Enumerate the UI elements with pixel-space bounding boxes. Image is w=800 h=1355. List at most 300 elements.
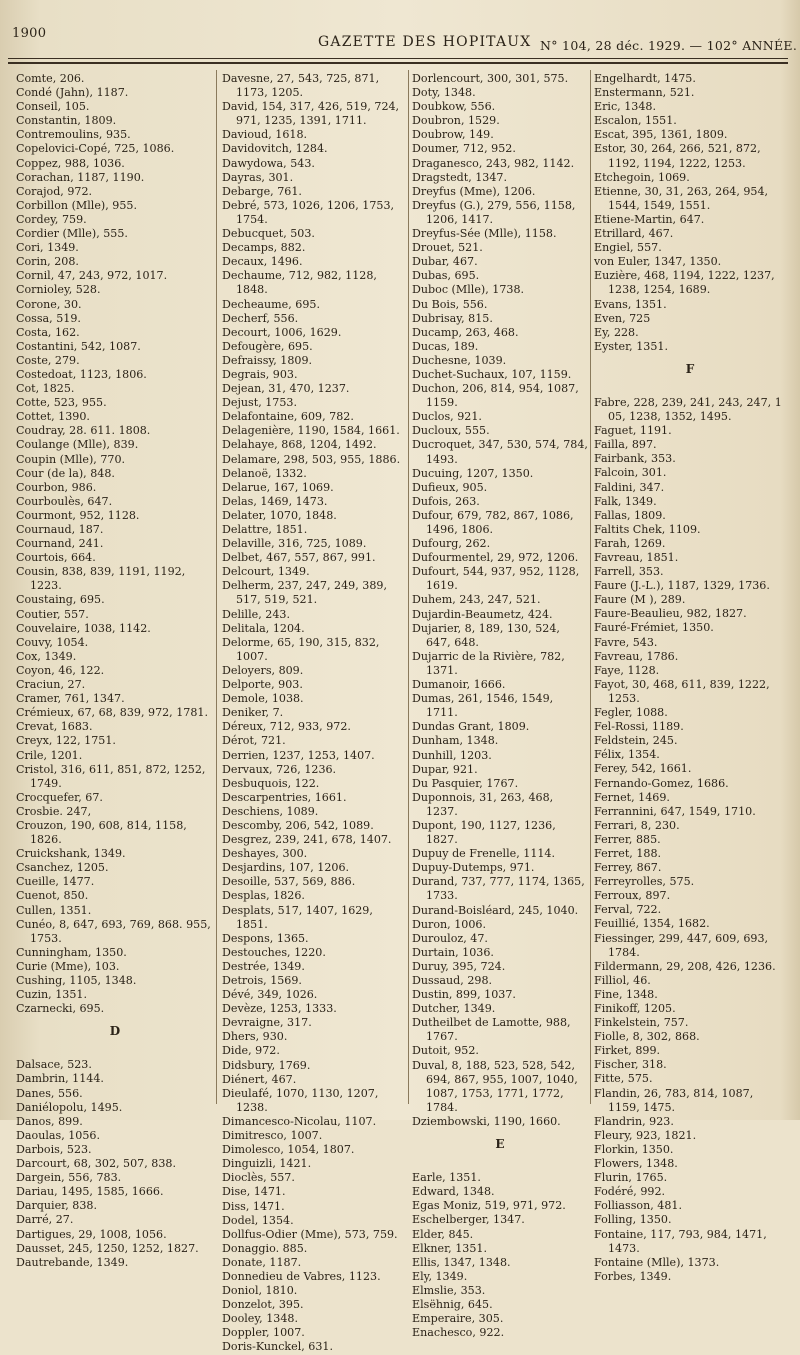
index-entry: Finkelstein, 757.	[594, 1016, 689, 1030]
index-entry: Courtois, 664.	[16, 551, 96, 565]
index-entry: Elder, 845.	[412, 1227, 474, 1241]
index-entry: Evans, 1351.	[594, 297, 667, 311]
index-entry: Elmslie, 353.	[412, 1283, 486, 1297]
index-entry: Cueille, 1477.	[16, 875, 95, 889]
index-entry: Fontaine, 117, 793, 984, 1471, 1473.	[594, 1227, 767, 1255]
index-entry: Ducloux, 555.	[412, 424, 490, 438]
index-entry: Dollfus-Odier (Mme), 573, 759.	[222, 1227, 398, 1241]
index-entry: Firket, 899.	[594, 1044, 661, 1058]
index-entry: Dargein, 556, 783.	[16, 1171, 122, 1185]
index-entry: Even, 725	[594, 311, 651, 325]
index-entry: Ferrannini, 647, 1549, 1710.	[594, 804, 756, 818]
index-entry: Dubar, 467.	[412, 255, 478, 269]
index-entry: Dubas, 695.	[412, 269, 480, 283]
index-entry: Doumer, 712, 952.	[412, 142, 516, 156]
index-entry: Defraissy, 1809.	[222, 353, 313, 367]
index-entry: Fischer, 318.	[594, 1058, 667, 1072]
index-entry: Condé (Jahn), 1187.	[16, 86, 129, 100]
index-entry: Déreux, 712, 933, 972.	[222, 720, 351, 734]
index-entry: Decaux, 1496.	[222, 255, 303, 269]
index-entry: Du Pasquier, 1767.	[412, 776, 519, 790]
index-entry: Dufourt, 544, 937, 952, 1128, 1619.	[412, 565, 580, 593]
index-entry: Ey, 228.	[594, 325, 639, 339]
index-entry: Delaville, 316, 725, 1089.	[222, 537, 367, 551]
index-entry: Dejust, 1753.	[222, 396, 298, 410]
index-entry: Doubrow, 149.	[412, 128, 494, 142]
index-entry: Cristol, 316, 611, 851, 872, 1252, 1749.	[16, 762, 206, 790]
index-entry: Deniker, 7.	[222, 706, 284, 720]
column-divider	[408, 70, 409, 1104]
index-entry: Eric, 1348.	[594, 100, 656, 114]
index-entry: Cotte, 523, 955.	[16, 396, 107, 410]
index-entry: Duponnois, 31, 263, 468, 1237.	[412, 790, 554, 818]
index-entry: Dise, 1471.	[222, 1185, 286, 1199]
index-entry: Delitala, 1204.	[222, 621, 305, 635]
index-entry: Duboc (Mlle), 1738.	[412, 283, 525, 297]
index-entry: Decherf, 556.	[222, 311, 299, 325]
index-entry: Despons, 1365.	[222, 931, 309, 945]
section-letter: D	[109, 1024, 121, 1039]
index-entry: Cossa, 519.	[16, 311, 81, 325]
index-entry: Dérot, 721.	[222, 734, 286, 748]
index-entry: Couvy, 1054.	[16, 635, 89, 649]
index-entry: Davesne, 27, 543, 725, 871, 1173, 1205.	[222, 72, 380, 100]
index-entry: Fiolle, 8, 302, 868.	[594, 1030, 700, 1044]
index-entry: Cordey, 759.	[16, 212, 87, 226]
index-entry: Demole, 1038.	[222, 692, 304, 706]
index-entry: Courbon, 986.	[16, 480, 97, 494]
index-entry: Cornioley, 528.	[16, 283, 101, 297]
index-entry: Desoille, 537, 569, 886.	[222, 875, 356, 889]
index-entry: Draganesco, 243, 982, 1142.	[412, 156, 575, 170]
index-entry: Corachan, 1187, 1190.	[16, 170, 145, 184]
index-entry: Detrois, 1569.	[222, 974, 302, 987]
index-entry: Filliol, 46.	[594, 973, 651, 987]
index-entry: Fitte, 575.	[594, 1072, 653, 1086]
gazette-title: GAZETTE DES HOPITAUX	[318, 34, 532, 50]
index-entry: Edward, 1348.	[412, 1185, 495, 1199]
index-entry: Dautrebande, 1349.	[16, 1255, 129, 1269]
index-entry: Dausset, 245, 1250, 1252, 1827.	[16, 1241, 199, 1255]
spacer	[594, 386, 786, 396]
index-entry: Ducamp, 263, 468.	[412, 325, 519, 339]
index-entry: Cuzin, 1351.	[16, 988, 87, 1002]
index-entry: Debré, 573, 1026, 1206, 1753, 1754.	[222, 198, 395, 226]
index-entry: Duval, 8, 188, 523, 528, 542, 694, 867, 955, 1007, 1040, 1087, 1753, 1771, 1772, 1784.	[412, 1058, 578, 1114]
index-entry: Crocquefer, 67.	[16, 790, 103, 804]
index-entry: Corajod, 972.	[16, 184, 93, 198]
column-divider	[590, 70, 591, 1104]
index-entry: Fayot, 30, 468, 611, 839, 1222, 1253.	[594, 677, 770, 705]
index-entry: Dide, 972.	[222, 1044, 280, 1058]
index-entry: Dévé, 349, 1026.	[222, 988, 318, 1002]
index-column-4	[594, 72, 786, 1284]
index-entry: Donate, 1187.	[222, 1255, 302, 1269]
index-entry: Couvelaire, 1038, 1142.	[16, 621, 151, 635]
index-entry: Ferval, 722.	[594, 903, 662, 917]
index-entry: Daniélopolu, 1495.	[16, 1100, 123, 1114]
index-entry: Dupuy-Dutemps, 971.	[412, 861, 535, 875]
index-entry: Desjardins, 107, 1206.	[222, 861, 350, 875]
index-entry: Dunham, 1348.	[412, 734, 499, 748]
index-entry: Duruy, 395, 724.	[412, 959, 506, 973]
index-entry: Dufour, 679, 782, 867, 1086, 1496, 1806.	[412, 508, 574, 536]
index-entry: Favreau, 1786.	[594, 649, 679, 663]
index-entry: Falk, 1349.	[594, 494, 657, 508]
index-entry: Dambrin, 1144.	[16, 1072, 104, 1086]
index-entry: Florkin, 1350.	[594, 1142, 674, 1156]
index-entry: Delafontaine, 609, 782.	[222, 410, 354, 424]
index-entry: Dundas Grant, 1809.	[412, 720, 530, 734]
index-entry: Durand, 737, 777, 1174, 1365, 1733.	[412, 875, 585, 903]
header-rule-thick	[8, 62, 788, 64]
header-rule	[8, 58, 788, 59]
index-entry: von Euler, 1347, 1350.	[594, 255, 722, 269]
section-letter: E	[495, 1137, 505, 1152]
index-entry: Fodéré, 992.	[594, 1185, 666, 1199]
index-entry: Dziembowski, 1190, 1660.	[412, 1114, 561, 1128]
index-entry: Costantini, 542, 1087.	[16, 339, 141, 353]
index-entry: Dupar, 921.	[412, 762, 478, 776]
index-entry: Defougère, 695.	[222, 339, 313, 353]
index-entry: Delamare, 298, 503, 955, 1886.	[222, 452, 401, 466]
index-entry: Du Bois, 556.	[412, 297, 488, 311]
index-entry: Delas, 1469, 1473.	[222, 494, 328, 508]
index-entry: Coutier, 557.	[16, 607, 89, 621]
index-entry: Dujarier, 8, 189, 130, 524, 647, 648.	[412, 621, 560, 649]
index-entry: Crevat, 1683.	[16, 720, 93, 734]
index-entry: Devraigne, 317.	[222, 1016, 312, 1030]
index-entry: Degrais, 903.	[222, 367, 298, 381]
index-entry: Enachesco, 922.	[412, 1326, 505, 1340]
index-entry: Fiessinger, 299, 447, 609, 693, 1784.	[594, 931, 769, 959]
index-entry: Destouches, 1220.	[222, 945, 326, 959]
index-entry: Cour (de la), 848.	[16, 466, 115, 480]
index-entry: Delagenière, 1190, 1584, 1661.	[222, 424, 400, 438]
index-entry: Dalsace, 523.	[16, 1058, 92, 1072]
index-entry: Ellis, 1347, 1348.	[412, 1255, 511, 1269]
index-entry: Cori, 1349.	[16, 241, 79, 255]
index-entry: Cruickshank, 1349.	[16, 847, 126, 861]
index-entry: Delater, 1070, 1848.	[222, 508, 337, 522]
index-entry: Devèze, 1253, 1333.	[222, 1002, 337, 1016]
index-entry: Etchegoin, 1069.	[594, 170, 690, 184]
index-entry: Debucquet, 503.	[222, 227, 315, 241]
index-entry: Cordier (Mlle), 555.	[16, 227, 128, 241]
index-entry: Fildermann, 29, 208, 426, 1236.	[594, 959, 776, 973]
index-entry: Dartigues, 29, 1008, 1056.	[16, 1227, 167, 1241]
index-entry: Deshayes, 300.	[222, 847, 308, 861]
index-entry: Ferrari, 8, 230.	[594, 818, 680, 832]
index-entry: Dutheilbet de Lamotte, 988, 1767.	[412, 1016, 571, 1044]
index-entry: Dorlencourt, 300, 301, 575.	[412, 72, 569, 85]
index-entry: Cunéo, 8, 647, 693, 769, 868. 955, 1753.	[16, 917, 211, 945]
index-entry: Flurin, 1765.	[594, 1171, 668, 1185]
index-entry: Faldini, 347.	[594, 480, 665, 494]
index-entry: Emperaire, 305.	[412, 1312, 504, 1326]
index-entry: Dumas, 261, 1546, 1549, 1711.	[412, 692, 554, 720]
index-entry: Diénert, 467.	[222, 1072, 297, 1086]
index-entry: Desplas, 1826.	[222, 889, 305, 903]
index-entry: Dimolesco, 1054, 1807.	[222, 1143, 355, 1157]
index-entry: Feldstein, 245.	[594, 734, 678, 748]
index-entry: Drouet, 521.	[412, 241, 483, 255]
index-entry: Dreyfus-Sée (Mlle), 1158.	[412, 227, 557, 241]
index-entry: Didsbury, 1769.	[222, 1058, 311, 1072]
index-entry: Ferret, 188.	[594, 846, 662, 860]
index-entry: Enstermann, 521.	[594, 86, 695, 100]
page-header	[0, 26, 800, 66]
index-entry: Dupuy de Frenelle, 1114.	[412, 847, 556, 861]
index-entry: Fauré-Frémiet, 1350.	[594, 621, 714, 635]
index-entry: Folling, 1350.	[594, 1213, 672, 1227]
index-entry: Faguet, 1191.	[594, 424, 672, 438]
index-entry: Fernet, 1469.	[594, 790, 670, 804]
index-entry: Debarge, 761.	[222, 184, 302, 198]
index-entry: Cuenot, 850.	[16, 889, 89, 903]
spacer	[412, 1161, 588, 1171]
index-entry: Etrillard, 467.	[594, 227, 674, 241]
index-entry: Félix, 1354.	[594, 748, 660, 762]
index-entry: Fairbank, 353.	[594, 452, 676, 466]
spacer	[16, 1048, 214, 1058]
index-entry: Comte, 206.	[16, 72, 85, 85]
index-entry: Dimancesco-Nicolau, 1107.	[222, 1114, 377, 1128]
index-entry: Courboulès, 647.	[16, 494, 113, 508]
index-entry: Curie (Mme), 103.	[16, 959, 120, 973]
index-entry: Fallas, 1809.	[594, 508, 666, 522]
column-divider	[216, 70, 217, 1104]
index-entry: Ducuing, 1207, 1350.	[412, 466, 534, 480]
index-entry: Danes, 556.	[16, 1086, 83, 1100]
index-entry: Dufieux, 905.	[412, 480, 488, 494]
index-entry: Cushing, 1105, 1348.	[16, 974, 137, 987]
index-entry: Czarnecki, 695.	[16, 1002, 105, 1016]
index-entry: Donnedieu de Vabres, 1123.	[222, 1269, 381, 1283]
index-entry: Feuillié, 1354, 1682.	[594, 917, 710, 931]
index-entry: Delorme, 65, 190, 315, 832, 1007.	[222, 635, 380, 663]
index-entry: Dumanoir, 1666.	[412, 678, 506, 692]
index-entry: Fleury, 923, 1821.	[594, 1128, 697, 1142]
index-entry: Doubron, 1529.	[412, 114, 500, 128]
index-entry: Deschiens, 1089.	[222, 804, 319, 818]
index-entry: Dupont, 190, 1127, 1236, 1827.	[412, 818, 556, 847]
index-entry: Dragstedt, 1347.	[412, 170, 508, 184]
index-entry: Cottet, 1390.	[16, 410, 90, 424]
index-entry: Duclos, 921.	[412, 410, 482, 424]
index-entry: Cournaud, 187.	[16, 523, 104, 536]
issue-info: N° 104, 28 déc. 1929. — 102° ANNÉE.	[540, 38, 798, 53]
index-entry: Fine, 1348.	[594, 987, 658, 1001]
index-entry: Elkner, 1351.	[412, 1241, 487, 1255]
index-entry: Dhers, 930.	[222, 1030, 288, 1044]
index-entry: Coulange (Mlle), 839.	[16, 438, 139, 452]
index-entry: Darcourt, 68, 302, 507, 838.	[16, 1157, 176, 1171]
index-entry: Coste, 279.	[16, 353, 80, 367]
index-entry: Conseil, 105.	[16, 100, 90, 114]
index-entry: Dariau, 1495, 1585, 1666.	[16, 1185, 164, 1199]
index-entry: Cunningham, 1350.	[16, 945, 127, 959]
index-entry: Coupin (Mlle), 770.	[16, 452, 126, 466]
index-entry: Duhem, 243, 247, 521.	[412, 593, 541, 607]
index-entry: Csanchez, 1205.	[16, 861, 109, 875]
index-entry: Engiel, 557.	[594, 241, 662, 255]
index-entry: Delherm, 237, 247, 249, 389, 517, 519, 521.	[222, 579, 387, 607]
index-entry: Cornil, 47, 243, 972, 1017.	[16, 269, 168, 283]
index-entry: David, 154, 317, 426, 519, 724, 971, 1235, 1391, 1711.	[222, 100, 400, 128]
index-entry: Ducas, 189.	[412, 339, 479, 353]
index-entry: Fontaine (Mlle), 1373.	[594, 1255, 720, 1269]
index-entry: Decamps, 882.	[222, 241, 306, 255]
index-entry: Fernando-Gomez, 1686.	[594, 776, 729, 790]
index-entry: Farrell, 353.	[594, 565, 664, 579]
index-entry: Duchon, 206, 814, 954, 1087, 1159.	[412, 382, 579, 410]
index-entry: Dujardin-Beaumetz, 424.	[412, 607, 553, 621]
index-entry: Delporte, 903.	[222, 678, 303, 692]
index-entry: Dufois, 263.	[412, 494, 480, 508]
index-entry: Daoulas, 1056.	[16, 1128, 100, 1142]
index-entry: Falcoin, 301.	[594, 466, 667, 480]
index-entry: Faure-Beaulieu, 982, 1827.	[594, 607, 747, 621]
index-entry: Egas Moniz, 519, 971, 972.	[412, 1199, 566, 1213]
index-entry: Doubkow, 556.	[412, 100, 496, 114]
index-entry: Dutcher, 1349.	[412, 1002, 496, 1016]
index-entry: Creyx, 122, 1751.	[16, 734, 116, 748]
index-entry: Dubrisay, 815.	[412, 311, 493, 325]
index-entry: Ferrey, 867.	[594, 861, 662, 875]
index-entry: Dufourmentel, 29, 972, 1206.	[412, 551, 579, 565]
index-entry: Coustaing, 695.	[16, 593, 105, 607]
index-entry: Destrée, 1349.	[222, 959, 305, 973]
index-entry: Delahaye, 868, 1204, 1492.	[222, 438, 377, 452]
index-entry: Cot, 1825.	[16, 382, 75, 396]
index-entry: Craciun, 27.	[16, 678, 86, 692]
index-column-2	[222, 72, 406, 1355]
index-entry: Farah, 1269.	[594, 536, 666, 550]
index-entry: Doppler, 1007.	[222, 1326, 305, 1340]
index-entry: Escat, 395, 1361, 1809.	[594, 128, 728, 142]
index-entry: Derrien, 1237, 1253, 1407.	[222, 748, 375, 762]
index-entry: Crémieux, 67, 68, 839, 972, 1781.	[16, 706, 208, 720]
index-entry: Etiene-Martin, 647.	[594, 212, 705, 226]
index-entry: Estor, 30, 264, 266, 521, 872, 1192, 1194, 1222, 1253.	[594, 142, 761, 170]
index-entry: Duron, 1006.	[412, 917, 486, 931]
index-entry: Dussaud, 298.	[412, 974, 493, 987]
index-entry: Darquier, 838.	[16, 1199, 98, 1213]
index-column-1	[16, 72, 214, 1270]
index-entry: Dimitresco, 1007.	[222, 1129, 323, 1143]
index-entry: Dinguizli, 1421.	[222, 1157, 312, 1171]
index-entry: Delanoë, 1332.	[222, 466, 307, 480]
index-entry: Ferreyrolles, 575.	[594, 875, 695, 889]
index-entry: Failla, 897.	[594, 438, 657, 452]
index-entry: Faye, 1128.	[594, 663, 660, 677]
index-entry: Cramer, 761, 1347.	[16, 692, 125, 706]
index-entry: Deloyers, 809.	[222, 663, 304, 677]
index-entry: Dervaux, 726, 1236.	[222, 762, 337, 776]
index-entry: Delille, 243.	[222, 607, 290, 621]
index-entry: Decheaume, 695.	[222, 297, 320, 311]
index-entry: Corone, 30.	[16, 297, 82, 311]
index-entry: Etienne, 30, 31, 263, 264, 954, 1544, 1549, 1551.	[594, 184, 769, 212]
index-entry: Dechaume, 712, 982, 1128, 1848.	[222, 269, 377, 297]
index-entry: Doty, 1348.	[412, 86, 476, 100]
index-entry: Faure (M ), 289.	[594, 593, 686, 607]
index-entry: Delbet, 467, 557, 867, 991.	[222, 551, 376, 565]
index-entry: Crouzon, 190, 608, 814, 1158, 1826.	[16, 818, 187, 847]
index-entry: Eschelberger, 1347.	[412, 1213, 525, 1227]
index-entry: Fabre, 228, 239, 241, 243, 247, 1 05, 1238, 1352, 1495.	[594, 395, 782, 424]
index-entry: Descomby, 206, 542, 1089.	[222, 818, 374, 832]
index-entry: Costa, 162.	[16, 325, 80, 339]
index-entry: Desbuquois, 122.	[222, 776, 320, 790]
index-entry: Cox, 1349.	[16, 649, 77, 663]
index-entry: Ducroquet, 347, 530, 574, 784, 1493.	[412, 438, 588, 466]
index-entry: Courmont, 952, 1128.	[16, 508, 140, 522]
index-entry: Elsëhnig, 645.	[412, 1297, 493, 1311]
index-entry: Dunhill, 1203.	[412, 748, 492, 762]
index-entry: Davidovitch, 1284.	[222, 142, 328, 156]
section-letter: F	[685, 361, 695, 376]
index-entry: Donaggio. 885.	[222, 1241, 308, 1255]
index-entry: Corbillon (Mlle), 955.	[16, 198, 137, 212]
index-entry: Delarue, 167, 1069.	[222, 480, 334, 494]
index-entry: Escalon, 1551.	[594, 114, 677, 128]
index-entry: Doris-Kunckel, 631.	[222, 1340, 334, 1354]
index-entry: Dodel, 1354.	[222, 1213, 294, 1227]
index-entry: Flowers, 1348.	[594, 1157, 678, 1171]
index-entry: Danos, 899.	[16, 1114, 83, 1128]
index-entry: Donzelot, 395.	[222, 1298, 304, 1312]
index-entry: Ferrer, 885.	[594, 832, 661, 846]
index-entry: Dooley, 1348.	[222, 1312, 298, 1326]
index-entry: Dieulafé, 1070, 1130, 1207, 1238.	[222, 1086, 379, 1114]
index-entry: Delattre, 1851.	[222, 523, 308, 536]
index-entry: Ferroux, 897.	[594, 889, 671, 903]
index-entry: Durouloz, 47.	[412, 931, 488, 945]
index-entry: Coppez, 988, 1036.	[16, 156, 125, 170]
index-entry: Duchet-Suchaux, 107, 1159.	[412, 367, 572, 381]
index-entry: Diss, 1471.	[222, 1199, 285, 1213]
index-entry: Dayras, 301.	[222, 170, 294, 184]
index-entry: Dreyfus (Mme), 1206.	[412, 184, 536, 198]
index-entry: Decourt, 1006, 1629.	[222, 325, 342, 339]
index-entry: Dreyfus (G.), 279, 556, 1158, 1206, 1417.	[412, 198, 576, 226]
index-entry: Folliasson, 481.	[594, 1199, 682, 1213]
index-entry: Desplats, 517, 1407, 1629, 1851.	[222, 903, 373, 931]
index-entry: Fegler, 1088.	[594, 706, 668, 720]
page-number: 1900	[12, 26, 47, 41]
index-entry: Dufourg, 262.	[412, 537, 491, 551]
index-entry: Forbes, 1349.	[594, 1269, 672, 1283]
index-entry: Engelhardt, 1475.	[594, 72, 696, 85]
index-entry: Fel-Rossi, 1189.	[594, 720, 684, 734]
index-entry: Euzière, 468, 1194, 1222, 1237, 1238, 1254, 1689.	[594, 269, 775, 297]
index-entry: Favre, 543.	[594, 635, 658, 649]
index-entry: Doniol, 1810.	[222, 1284, 298, 1298]
index-entry: Favreau, 1851.	[594, 551, 679, 564]
index-entry: Dustin, 899, 1037.	[412, 988, 516, 1002]
index-entry: Cournand, 241.	[16, 537, 104, 551]
index-entry: Descarpentries, 1661.	[222, 790, 347, 804]
index-entry: Duchesne, 1039.	[412, 353, 507, 367]
index-entry: Darbois, 523.	[16, 1142, 92, 1156]
index-entry: Darré, 27.	[16, 1213, 74, 1227]
index-entry: Dawydowa, 543.	[222, 156, 315, 170]
index-entry: Crile, 1201.	[16, 748, 83, 762]
index-entry: Coudray, 28. 611. 1808.	[16, 424, 151, 438]
index-entry: Cousin, 838, 839, 1191, 1192, 1223.	[16, 565, 186, 593]
